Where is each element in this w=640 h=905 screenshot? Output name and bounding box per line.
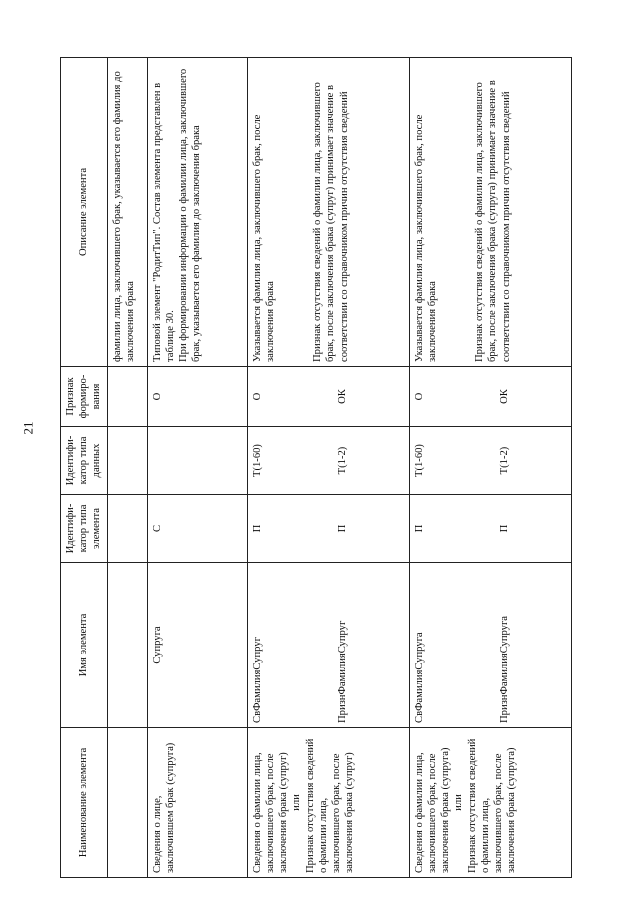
row-type-id: С bbox=[147, 495, 247, 563]
row-type-id bbox=[409, 495, 571, 563]
element-name-part: СвФамилияСупруга bbox=[413, 632, 425, 723]
data-type-part: Т(1-2) bbox=[336, 446, 348, 475]
header-cell: Идентифи-катор типа элемента bbox=[61, 495, 108, 563]
formation-part: ОК bbox=[336, 389, 348, 404]
description-part: Признак отсутствия сведений о фамилии лица, заключившего брак, после заключения брака (супруг) принимает значение в соответствии со справочником причин отсутствия сведений bbox=[312, 82, 350, 362]
table-header-row bbox=[61, 58, 108, 878]
continuation-description: фамилии лица, заключившего брак, указывается его фамилия до заключения брака bbox=[107, 58, 147, 367]
description-part: Указывается фамилия лица, заключившего брак, после заключения брака bbox=[413, 114, 438, 362]
header-cell: Признак формиро-вания bbox=[61, 367, 108, 427]
row-name bbox=[247, 728, 409, 878]
or-label: или bbox=[291, 794, 303, 811]
row-type-id bbox=[247, 495, 409, 563]
element-name-part: СвФамилияСупруг bbox=[251, 637, 263, 723]
row-formation bbox=[247, 367, 409, 427]
description-part: Типовой элемент "РодитТип". Состав элемента представлен в таблице 30. bbox=[151, 82, 176, 362]
description-part: Признак отсутствия сведений о фамилии лица, заключившего брак, после заключения брака (супруга) принимает значение в соответствии со справочником причин отсутствия сведений bbox=[474, 80, 512, 362]
table-row bbox=[147, 58, 247, 878]
data-type-part: Т(1-60) bbox=[413, 444, 425, 477]
rotated-table-area bbox=[60, 58, 570, 878]
row-element-name bbox=[409, 563, 571, 728]
element-name-part: ПризнФамилияСупруг bbox=[336, 620, 348, 723]
data-type-part: Т(1-60) bbox=[251, 444, 263, 477]
row-description bbox=[409, 58, 571, 367]
row-element-name bbox=[247, 563, 409, 728]
row-formation bbox=[409, 367, 571, 427]
row-name bbox=[409, 728, 571, 878]
row-data-type bbox=[247, 427, 409, 495]
row-name: Сведения о лице, заключившем брак (супруга) bbox=[147, 728, 247, 878]
row-element-name: Супруга bbox=[147, 563, 247, 728]
header-cell: Наименование элемента bbox=[61, 728, 108, 878]
name-part: Признак отсутствия сведений о фамилии лица, заключившего брак, после заключения брака (супруг) bbox=[304, 738, 356, 873]
row-description bbox=[247, 58, 409, 367]
description-part: При формировании информации о фамилии лица, заключившего брак, указывается его фамилия до заключения брака bbox=[178, 68, 203, 362]
row-formation: О bbox=[147, 367, 247, 427]
continuation-row bbox=[107, 58, 147, 878]
header-cell: Описание элемента bbox=[61, 58, 108, 367]
table-row bbox=[247, 58, 409, 878]
type-id-part: П bbox=[336, 524, 348, 533]
formation-part: ОК bbox=[498, 389, 510, 404]
data-type-part: Т(1-2) bbox=[498, 446, 510, 475]
row-data-type bbox=[147, 427, 247, 495]
element-table bbox=[60, 57, 572, 878]
name-part: Сведения о фамилии лица, заключившего брак, после заключения брака (супруг) bbox=[251, 752, 290, 873]
or-label: или bbox=[453, 794, 465, 811]
formation-part: О bbox=[251, 392, 263, 401]
row-data-type bbox=[409, 427, 571, 495]
formation-part: О bbox=[413, 392, 425, 401]
page-number: 21 bbox=[20, 421, 36, 435]
name-part: Сведения о фамилии лица, заключившего брак, после заключения брака (супруга) bbox=[413, 747, 452, 873]
type-id-part: П bbox=[251, 524, 263, 533]
type-id-part: П bbox=[498, 524, 510, 533]
description-part: Указывается фамилия лица, заключившего брак, после заключения брака bbox=[251, 114, 276, 362]
element-name-part: ПризнФамилияСупруга bbox=[498, 615, 510, 723]
type-id-part: П bbox=[413, 524, 425, 533]
header-cell: Идентифи-катор типа данных bbox=[61, 427, 108, 495]
name-part: Признак отсутствия сведений о фамилии лица, заключившего брак, после заключения брака (супруга) bbox=[466, 738, 518, 873]
table-row bbox=[409, 58, 571, 878]
header-cell: Имя элемента bbox=[61, 563, 108, 728]
row-description bbox=[147, 58, 247, 367]
